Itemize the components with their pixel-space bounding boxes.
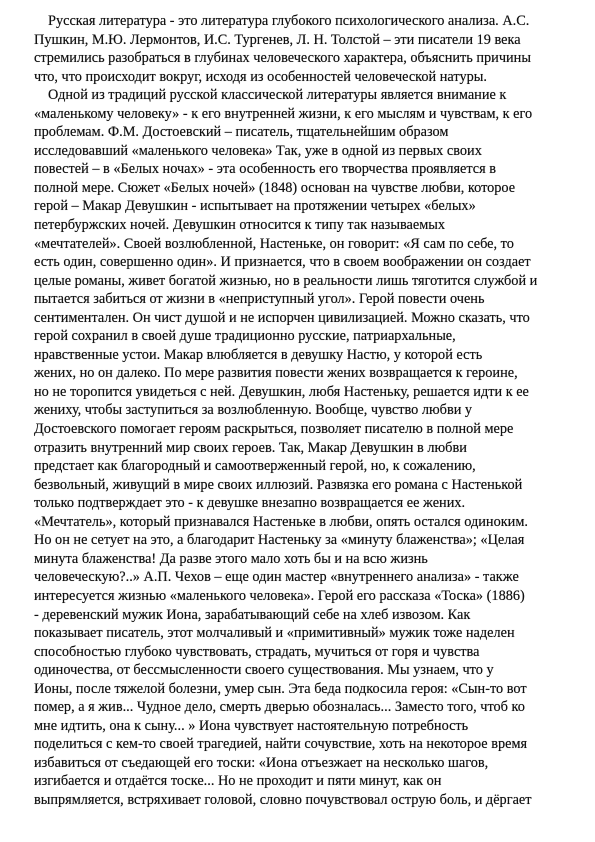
text-line: выпрямляется, встряхивает головой, словно почувствовал острую боль, и дёргает	[34, 791, 532, 808]
text-line: герой сохранил в своей душе традиционно русские, патриархальные,	[34, 328, 456, 345]
text-line: поделиться с кем-то своей трагедией, найти сочувствие, хоть на некоторое время	[34, 736, 528, 753]
text-line: исследовавший «маленького человека» Так, уже в одной из первых своих	[34, 142, 482, 159]
text-line: интересуется жизнью «маленького человека». Герой его рассказа «Тоска» (1886)	[34, 587, 525, 604]
text-line: безвольный, живущий в мире своих иллюзий. Развязка его романа с Настенькой	[34, 476, 523, 493]
text-line: человеческую?..» А.П. Чехов – еще один мастер «внутреннего анализа» - также	[34, 569, 519, 586]
text-line: минута блаженства! Да разве этого мало хоть бы и на всю жизнь	[34, 550, 428, 567]
text-line: петербуржских ночей. Девушкин относится к типу так называемых	[34, 217, 445, 234]
text-line: изгибается и отдаётся тоске... Но не проходит и пяти минут, как он	[34, 773, 442, 790]
document-text	[34, 12, 564, 810]
text-line: Но он не сетует на это, а благодарит Настеньку за «минуту блаженства»; «Целая	[34, 532, 525, 549]
text-line: «маленькому человеку» - к его внутренней жизни, к его мыслям и чувствам, к его	[34, 105, 533, 122]
text-line: Ионы, после тяжелой болезни, умер сын. Эта беда подкосила героя: «Сын-то вот	[34, 680, 527, 697]
text-line: Одной из традиций русской классической литературы является внимание к	[48, 87, 507, 104]
text-line: только подтверждает это - к девушке внезапно возвращается ее жених.	[34, 495, 466, 512]
text-line: избавиться от съедающей его тоски: «Иона отъезжает на несколько шагов,	[34, 754, 489, 771]
text-line: стремились разобраться в глубинах человеческого характера, объяснить причины	[34, 50, 531, 67]
text-line: жених, но он далеко. По мере развития повести жених возвращается к героине,	[34, 365, 518, 382]
text-line: - деревенский мужик Иона, зарабатывающий себе на хлеб извозом. Как	[34, 606, 471, 623]
text-line: Пушкин, М.Ю. Лермонтов, И.С. Тургенев, Л. Н. Толстой – эти писатели 19 века	[34, 31, 521, 48]
text-line: одиночества, от бессмысленности своего существования. Мы узнаем, что у	[34, 662, 494, 679]
text-line: «Мечтатель», который признавался Настеньке в любви, опять остался одиноким.	[34, 513, 528, 530]
text-line: мне идтить, она к сыну... » Иона чувствует настоятельную потребность	[34, 717, 469, 734]
text-line: способностью глубоко чувствовать, страдать, мучиться от горя и чувства	[34, 643, 480, 660]
text-line: пытается забиться от жизни в «неприступный угол». Герой повести очень	[34, 291, 485, 308]
text-line: предстает как благородный и самоотверженный герой, но, к сожалению,	[34, 458, 476, 475]
text-line: есть один, совершенно один». И признается, что в своем воображении он создает	[34, 254, 531, 271]
text-line: нравственные устои. Макар влюбляется в девушку Настю, у которой есть	[34, 346, 483, 363]
text-line: что, что происходит вокруг, исходя из особенностей человеческой натуры.	[34, 68, 487, 85]
text-line: сентиментален. Он чист душой и не испорчен цивилизацией. Можно сказать, что	[34, 309, 530, 326]
text-line: показывает писатель, этот молчаливый и «примитивный» мужик тоже наделен	[34, 625, 515, 642]
text-line: отразить внутренний мир своих героев. Так, Макар Девушкин в любви	[34, 439, 467, 456]
text-line: проблемам. Ф.М. Достоевский – писатель, тщательнейшим образом	[34, 124, 449, 141]
text-line: но не торопится увидеться с ней. Девушкин, любя Настеньку, решается идти к ее	[34, 383, 529, 400]
text-line: герой – Макар Девушкин - испытывает на протяжении четырех «белых»	[34, 198, 476, 215]
text-line: жениху, чтобы заступиться за возлюбленную. Вообще, чувство любви у	[34, 402, 473, 419]
text-line: целые романы, живет богатой жизнью, но в реальности лишь тяготится службой и	[34, 272, 538, 289]
text-line: Русская литература - это литература глубокого психологического анализа. А.С.	[48, 13, 530, 29]
text-line: помер, а я жив... Чудное дело, смерть дверью обозналась... Заместо того, чтоб ко	[34, 699, 525, 716]
text-line: «мечтателей». Своей возлюбленной, Настеньке, он говорит: «Я сам по себе, то	[34, 235, 514, 252]
text-line: повестей – в «Белых ночах» - эта особенность его творчества проявляется в	[34, 161, 497, 178]
text-line: Достоевского помогает героям раскрыться, позволяет писателю в полной мере	[34, 421, 514, 438]
text-line: полной мере. Сюжет «Белых ночей» (1848) основан на чувстве любви, которое	[34, 179, 516, 196]
